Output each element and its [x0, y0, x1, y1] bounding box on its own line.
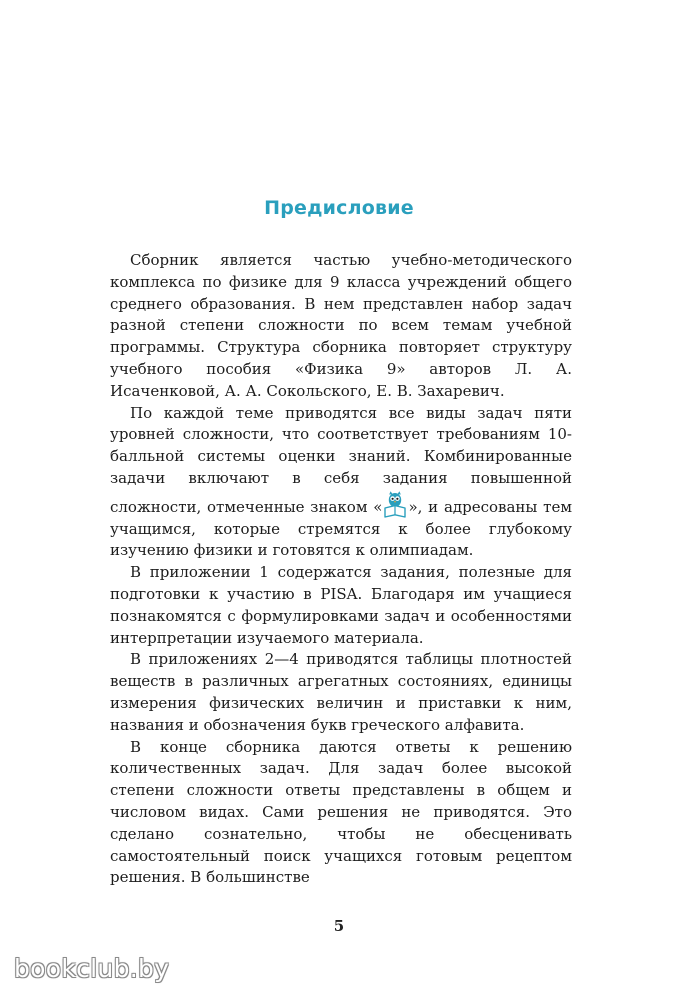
paragraph-5: В конце сборника даются ответы к решению количественных задач. Для задач более высокой степени сложности ответы представлены в общем и числовом видах. Сами решения не приводятся. Это сделано сознательно, чтобы не обесценивать самостоятельный поиск учащихся готовым рецептом решения. В большинстве — [110, 737, 572, 887]
paragraph-1: Сборник является частью учебно-методического комплекса по физике для 9 класса учреждений общего среднего образования. В нем представлен набор задач разной степени сложности по всем темам учебной программы. Структура сборника повторяет структуру учебного пособия «Физика 9» авторов Л. А. Исаченковой, А. А. Сокольского, Е. В. Захаревич. — [110, 251, 572, 400]
paragraph-2-text-after-icon: », и адресованы тем учащимся, которые стремятся к более глубокому изучению физики и готовятся к олимпиадам. — [110, 497, 572, 560]
paragraph-2-text-before-icon: По каждой теме приводятся все виды задач пяти уровней сложности, что соответствует требованиям 10-балльной системы оценки знаний. Комбинированные задачи включают в себя задания повышенной сложности, отмеченные знаком « — [110, 403, 572, 516]
page-title: Предисловие — [264, 196, 414, 219]
paragraph-4: В приложениях 2—4 приводятся таблицы плотностей веществ в различных агрегатных состояниях, единицы измерения физических величин и приставки к ним, названия и обозначения букв греческого алфавита. — [110, 650, 572, 734]
watermark-logo: bookclub.by — [14, 954, 170, 983]
page-number: 5 — [333, 917, 345, 935]
paragraph-2 — [110, 403, 572, 563]
owl-on-book-icon — [383, 490, 407, 518]
paragraph-3: В приложении 1 содержатся задания, полезные для подготовки к участию в PISA. Благодаря им учащиеся познакомятся с формулировками задач и особенностями интерпретации изучаемого материала. — [110, 563, 572, 647]
preface-body — [110, 250, 572, 889]
